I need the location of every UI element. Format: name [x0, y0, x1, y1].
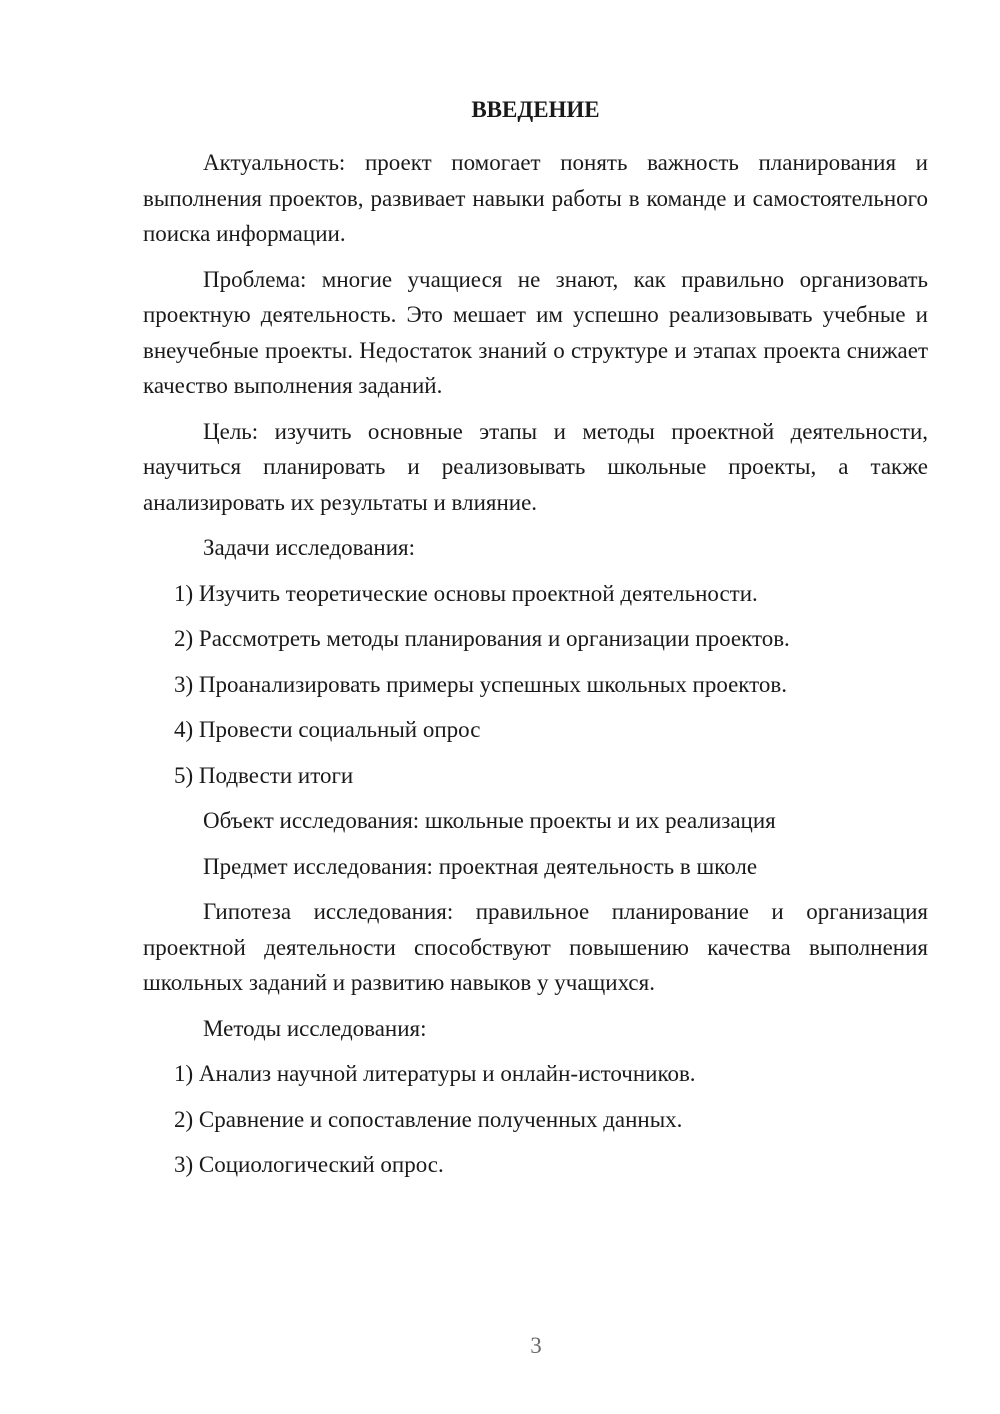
method-item: 3) Социологический опрос.	[174, 1152, 444, 1177]
goal-paragraph: Цель: изучить основные этапы и методы проектной деятельности, научиться планировать и реализовывать школьные проекты, а также анализировать их результаты и влияние.	[143, 418, 928, 515]
research-subject: Предмет исследования: проектная деятельность в школе	[203, 853, 758, 879]
document-body	[143, 92, 928, 1193]
section-title: ВВЕДЕНИЕ	[471, 97, 600, 122]
page-number: 3	[530, 1333, 542, 1358]
methods-heading: Методы исследования:	[203, 1015, 427, 1041]
task-item: 3) Проанализировать примеры успешных школьных проектов.	[174, 671, 788, 697]
hypothesis-paragraph: Гипотеза исследования: правильное планирование и организация проектной деятельности способствуют повышению качества выполнения школьных заданий и развитию навыков у учащихся.	[143, 899, 928, 995]
method-item: 1) Анализ научной литературы и онлайн-источников.	[174, 1061, 696, 1086]
task-item: 4) Провести социальный опрос	[174, 717, 481, 742]
method-item: 2) Сравнение и сопоставление полученных данных.	[174, 1106, 683, 1132]
research-object: Объект исследования: школьные проекты и их реализация	[203, 808, 776, 833]
task-item: 5) Подвести итоги	[174, 762, 354, 788]
tasks-heading: Задачи исследования:	[203, 535, 416, 560]
problem-paragraph: Проблема: многие учащиеся не знают, как правильно организовать проектную деятельность. Это мешает им успешно реализовывать учебные и внеучебные проекты. Недостаток знаний о структуре и этапах проекта снижает качество выполнения заданий.	[143, 266, 928, 398]
task-item: 1) Изучить теоретические основы проектной деятельности.	[174, 580, 758, 606]
relevance-paragraph: Актуальность: проект помогает понять важность планирования и выполнения проектов, развивает навыки работы в команде и самостоятельного поиска информации.	[143, 150, 928, 246]
task-item: 2) Рассмотреть методы планирования и организации проектов.	[174, 626, 790, 651]
